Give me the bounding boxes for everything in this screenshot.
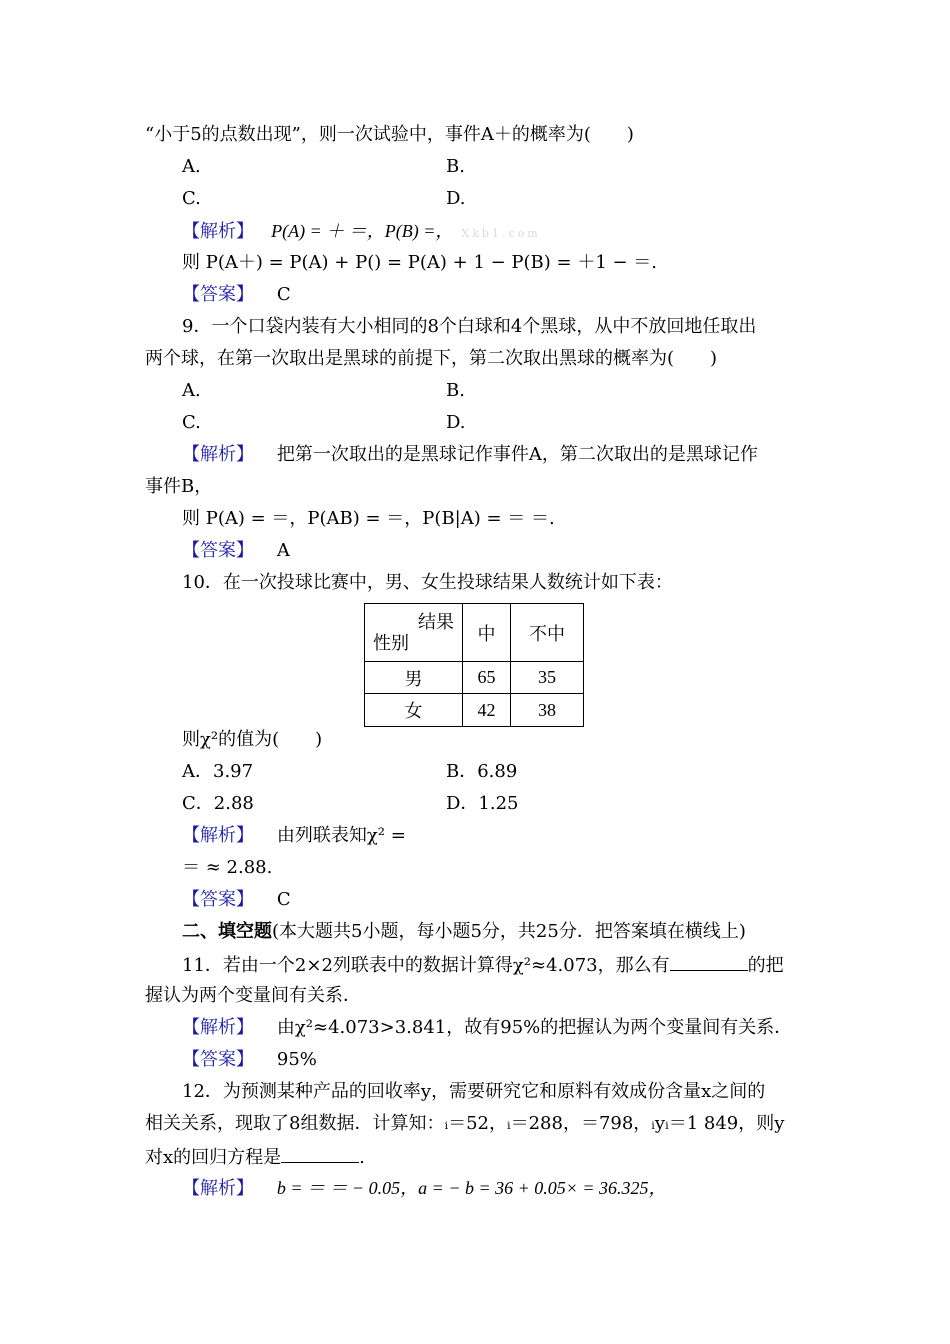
q9-analysis-text: 把第一次取出的是黑球记作事件A，第二次取出的是黑球记作 (276, 444, 758, 465)
q10-option-a: A．3.97 (182, 761, 254, 782)
watermark: Xkb1.com (461, 227, 541, 240)
q12-stem-text: 对x的回归方程是 (145, 1147, 282, 1168)
q10-analysis (182, 824, 406, 848)
q8-option-d: D. (446, 188, 466, 209)
q11-stem-line2: 握认为两个变量间有关系． (145, 985, 361, 1006)
q10-option-c: C．2.88 (182, 793, 254, 814)
answer-blank (670, 952, 748, 971)
table-row (365, 662, 584, 694)
q10-analysis-line2: ＝ ≈ 2.88. (182, 857, 273, 878)
answer-blank (281, 1144, 359, 1163)
q10-answer (182, 888, 291, 912)
q10-option-b: B．6.89 (446, 761, 518, 782)
q11-stem-text: 11．若由一个2×2列联表中的数据计算得χ²≈4.073，那么有 (182, 955, 670, 976)
table-header: 中 (463, 604, 511, 662)
q9-answer (182, 539, 290, 563)
answer-tag: 【答案】 (182, 889, 254, 910)
q9-stem-line2: 两个球，在第一次取出是黑球的前提下，第二次取出黑球的概率为( ) (145, 348, 718, 369)
corner-bottom-label: 性别 (373, 633, 409, 653)
table-row (365, 694, 584, 727)
q9-stem-line1: 9．一个口袋内装有大小相同的8个白球和4个黑球，从中不放回地任取出 (182, 316, 757, 337)
q8-stem-continuation: “小于5的点数出现”，则一次试验中，事件A＋的概率为( ) (145, 124, 634, 145)
q9-analysis-line2: 事件B， (145, 476, 213, 497)
row-label: 女 (365, 694, 463, 727)
table-corner-cell (365, 604, 463, 662)
q11-answer (182, 1048, 317, 1072)
q12-analysis-text: b = ＝ ＝ − 0.05，a = − b = 36 + 0.05× = 36.325， (276, 1178, 667, 1198)
answer-value: C (276, 889, 291, 910)
section-heading (182, 920, 746, 944)
analysis-tag: 【解析】 (182, 444, 254, 465)
q8-option-a: A. (182, 156, 201, 177)
q8-analysis (182, 219, 541, 246)
answer-value: 95% (276, 1049, 317, 1070)
q10-question: 则χ²的值为( ) (182, 729, 323, 750)
q8-option-c: C. (182, 188, 201, 209)
analysis-tag: 【解析】 (182, 221, 254, 242)
table-cell: 42 (463, 694, 511, 727)
q9-option-a: A. (182, 380, 201, 401)
analysis-tag: 【解析】 (182, 825, 254, 846)
answer-value: A (276, 540, 290, 561)
q8-analysis-line2: 则 P(A＋) = P(A) + P() = P(A) + 1 − P(B) = ＋1 − ＝. (182, 252, 658, 273)
q8-option-b: B. (446, 156, 465, 177)
answer-tag: 【答案】 (182, 540, 254, 561)
q11-stem-tail: 的把 (747, 955, 784, 976)
section-title: 二、填空题 (182, 921, 272, 942)
q10-stem: 10．在一次投球比赛中，男、女生投球结果人数统计如下表： (182, 572, 673, 593)
q10-analysis-text: 由列联表知χ² = (276, 825, 406, 846)
q9-analysis (182, 443, 758, 467)
q11-analysis (182, 1016, 792, 1040)
answer-tag: 【答案】 (182, 284, 254, 305)
corner-top-label: 结果 (418, 612, 454, 632)
table-header-row (365, 604, 584, 662)
q8-answer (182, 283, 291, 307)
analysis-tag: 【解析】 (182, 1017, 254, 1038)
row-label: 男 (365, 662, 463, 694)
table-header: 不中 (511, 604, 584, 662)
q9-option-b: B. (446, 380, 465, 401)
table-cell: 35 (511, 662, 584, 694)
analysis-tag: 【解析】 (182, 1178, 254, 1199)
q12-stem-line3 (145, 1144, 365, 1170)
q12-analysis (182, 1176, 667, 1201)
table-cell: 38 (511, 694, 584, 727)
q12-stem-line2: 相关关系，现取了8组数据．计算知：ᵢ＝52，ᵢ＝288，＝798，ᵢyᵢ＝1 849，则y (145, 1113, 785, 1134)
q11-analysis-text: 由χ²≈4.073>3.841，故有95%的把握认为两个变量间有关系． (276, 1017, 793, 1038)
table-cell: 65 (463, 662, 511, 694)
q9-analysis-line3: 则 P(A) = ＝，P(AB) = ＝，P(B|A) = ＝ ＝. (182, 508, 555, 529)
q12-stem-tail: . (359, 1147, 365, 1168)
answer-value: C (276, 284, 291, 305)
q12-stem-line1: 12．为预测某种产品的回收率y，需要研究它和原料有效成份含量x之间的 (182, 1081, 766, 1102)
section-note: (本大题共5小题，每小题5分，共25分．把答案填在横线上) (272, 921, 746, 942)
q9-option-d: D. (446, 412, 466, 433)
q9-option-c: C. (182, 412, 201, 433)
q10-option-d: D．1.25 (446, 793, 519, 814)
q11-stem-line1 (182, 952, 784, 978)
results-table (364, 603, 584, 727)
answer-tag: 【答案】 (182, 1049, 254, 1070)
q8-analysis-text: P(A) = ＋ ＝，P(B) =， (271, 221, 454, 241)
